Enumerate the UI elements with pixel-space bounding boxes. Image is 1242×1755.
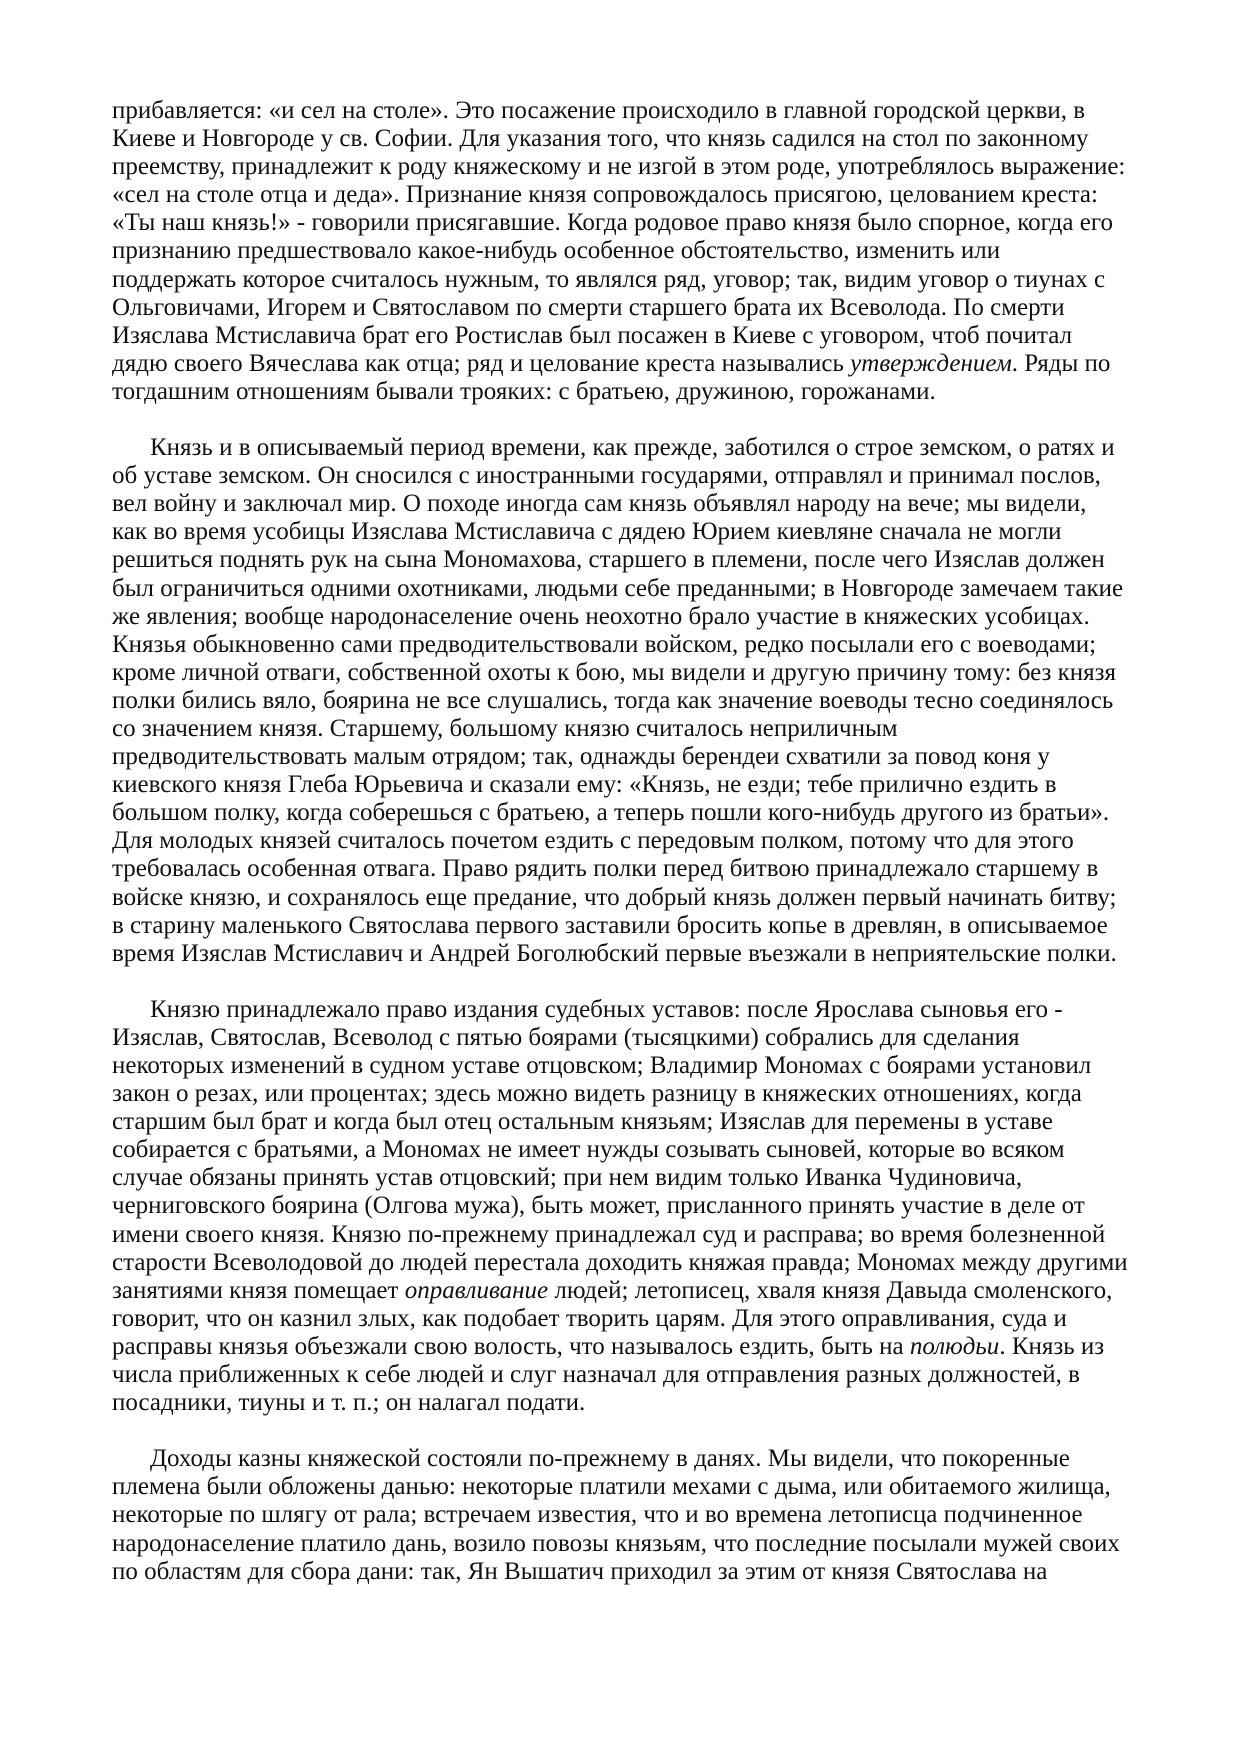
paragraph-4 (112, 1445, 1142, 1585)
text-line (112, 294, 1142, 322)
text-run: как во время усобицы Изяслава Мстиславича с дядею Юрием киевляне сначала не могли (112, 518, 1062, 546)
text-run: Ольговичами, Игорем и Святославом по смерти старшего брата их Всеволода. По смерти (112, 293, 1065, 321)
text-line (112, 1333, 1142, 1361)
text-run: требовалась особенная отвага. Право рядить полки перед битвою принадлежало старшему в (112, 855, 1099, 883)
text-run: Князь и в описываемый период времени, как прежде, заботился о строе земском, о ратях и (150, 434, 1115, 462)
text-run: преемству, принадлежит к роду княжескому и не изгой в этом роде, употреблялось выражение: (112, 153, 1126, 181)
text-line (112, 434, 1142, 462)
text-run: был ограничиться одними охотниками, людьми себе преданными; в Новгороде замечаем такие (112, 574, 1124, 602)
text-line (112, 603, 1142, 631)
text-run: Для молодых князей считалось почетом ездить с передовым полком, потому что для этого (112, 827, 1074, 855)
text-line (112, 1164, 1142, 1192)
text-line (112, 1530, 1142, 1558)
text-run: имени своего князя. Князю по-прежнему принадлежал суд и расправа; во время болезненной (112, 1220, 1106, 1248)
italic-term: полюдьи (909, 1332, 1000, 1360)
text-line (112, 631, 1142, 659)
text-line (112, 322, 1142, 350)
text-run: большом полку, когда соберешься с братьею, а теперь пошли кого-нибудь другого из братьи». (112, 799, 1110, 827)
text-line (112, 1558, 1142, 1586)
text-line (112, 1277, 1142, 1305)
text-run: полки бились вяло, боярина не все слушались, тогда как значение воеводы тесно соединялось (112, 686, 1114, 714)
text-run: народонаселение платило дань, возило повозы князьям, что последние посылали мужей своих (112, 1529, 1120, 1557)
text-run: вел войну и заключал мир. О походе иногда сам князь объявлял народу на вече; мы видели, (112, 490, 1087, 518)
text-run: некоторые по шлягу от рала; встречаем известия, что и во времена летописца подчиненное (112, 1501, 1083, 1529)
text-line (112, 1221, 1142, 1249)
text-run: поддержать которое считалось нужным, то являлся ряд, уговор; так, видим уговор о тиунах с (112, 265, 1106, 293)
text-line (112, 1501, 1142, 1529)
text-line (112, 266, 1142, 294)
text-run: закон о резах, или процентах; здесь можно видеть разницу в княжеских отношениях, когда (112, 1080, 1082, 1108)
text-line (112, 97, 1142, 125)
text-line (112, 715, 1142, 743)
text-run: Доходы казны княжеской состояли по-прежнему в данях. Мы видели, что покоренные (150, 1445, 1070, 1473)
text-line (112, 350, 1142, 378)
text-run: Князю принадлежало право издания судебных уставов: после Ярослава сыновья его - (150, 995, 1063, 1023)
text-run: черниговского боярина (Олгова мужа), быть может, присланного принять участие в деле от (112, 1192, 1085, 1220)
text-run: посадники, тиуны и т. п.; он налагал подати. (112, 1389, 586, 1417)
text-run: решиться поднять рук на сына Мономахова, старшего в племени, после чего Изяслав должен (112, 546, 1105, 574)
text-line (112, 181, 1142, 209)
text-run: случае обязаны принять устав отцовский; при нем видим только Иванка Чудиновича, (112, 1164, 1023, 1192)
text-line (112, 1136, 1142, 1164)
text-run: . Князь из (999, 1332, 1105, 1360)
text-line (112, 799, 1142, 827)
text-line (112, 490, 1142, 518)
text-run: старшим был брат и когда был отец остальным князьям; Изяслав для перемены в уставе (112, 1108, 1053, 1136)
text-line (112, 1052, 1142, 1080)
text-line (112, 1108, 1142, 1136)
text-line (112, 855, 1142, 883)
document-page (112, 97, 1142, 1614)
text-run: кроме личной отваги, собственной охоты к бою, мы видели и другую причину тому: без князя (112, 658, 1117, 686)
italic-term: оправливание (404, 1276, 549, 1304)
text-run: людей; летописец, хваля князя Давыда смоленского, (548, 1276, 1113, 1304)
text-run: об уставе земском. Он сносился с иностранными государями, отправлял и принимал послов, (112, 462, 1101, 490)
text-run: прибавляется: «и сел на столе». Это посажение происходило в главной городской церкви, в (112, 97, 1086, 124)
text-run: же явления; вообще народонаселение очень неохотно брало участие в княжеских усобицах. (112, 602, 1090, 630)
text-line (112, 659, 1142, 687)
text-run: занятиями князя помещает (112, 1276, 405, 1304)
paragraph-2 (112, 434, 1142, 968)
text-run: расправы князья объезжали свою волость, что называлось ездить, быть на (112, 1332, 910, 1360)
text-line (112, 125, 1142, 153)
text-line (112, 1305, 1142, 1333)
text-line (112, 575, 1142, 603)
text-line (112, 940, 1142, 968)
text-line (112, 687, 1142, 715)
text-run: войске князю, и сохранялось еще предание, что добрый князь должен первый начинать битву; (112, 883, 1117, 911)
text-line (112, 209, 1142, 237)
text-line (112, 1445, 1142, 1473)
text-run: «Ты наш князь!» - говорили присягавшие. Когда родовое право князя было спорное, когда его (112, 209, 1113, 237)
text-line (112, 827, 1142, 855)
text-run: Изяслава Мстиславича брат его Ростислав был посажен в Киеве с уговором, чтоб почитал (112, 321, 1073, 349)
text-run: Изяслав, Святослав, Всеволод с пятью боярами (тысяцкими) собрались для сделания (112, 1023, 1020, 1051)
text-run: «сел на столе отца и деда». Признание князя сопровождалось присягою, целованием креста: (112, 181, 1098, 209)
text-line (112, 996, 1142, 1024)
text-line (112, 153, 1142, 181)
text-run: признанию предшествовало какое-нибудь особенное обстоятельство, изменить или (112, 237, 1001, 265)
text-line (112, 462, 1142, 490)
text-line (112, 1024, 1142, 1052)
text-line (112, 1192, 1142, 1220)
text-run: предводительствовать малым отрядом; так, однажды берендеи схватили за повод коня у (112, 743, 1050, 771)
italic-term: утверждением (850, 349, 1012, 377)
text-line (112, 237, 1142, 265)
text-run: Киеве и Новгороде у св. Софии. Для указания того, что князь садился на стол по законному (112, 125, 1089, 153)
text-run: собирается с братьями, а Мономах не имеет нужды созывать сыновей, которые во всяком (112, 1136, 1065, 1164)
text-run: числа приближенных к себе людей и слуг назначал для отправления разных должностей, в (112, 1361, 1080, 1389)
text-line (112, 518, 1142, 546)
text-run: со значением князя. Старшему, большому князю считалось неприличным (112, 714, 898, 742)
text-run: старости Всеволодовой до людей перестала доходить княжая правда; Мономах между другими (112, 1248, 1128, 1276)
text-line (112, 1361, 1142, 1389)
text-line (112, 771, 1142, 799)
text-line (112, 1389, 1142, 1417)
text-run: говорит, что он казнил злых, как подобает творить царям. Для этого оправливания, суда и (112, 1304, 1067, 1332)
text-run: . Ряды по (1011, 349, 1111, 377)
text-run: время Изяслав Мстиславич и Андрей Боголюбский первые въезжали в неприятельские полки. (112, 939, 1117, 967)
text-line (112, 378, 1142, 406)
text-line (112, 912, 1142, 940)
text-run: дядю своего Вячеслава как отца; ряд и целование креста назывались (112, 349, 851, 377)
text-run: тогдашним отношениям бывали трояких: с братьею, дружиною, горожанами. (112, 377, 936, 405)
text-run: киевского князя Глеба Юрьевича и сказали ему: «Князь, не езди; тебе прилично ездить в (112, 771, 1057, 799)
text-run: Князья обыкновенно сами предводительствовали войском, редко посылали его с воеводами; (112, 630, 1097, 658)
text-line (112, 1249, 1142, 1277)
text-run: в старину маленького Святослава первого заставили бросить копье в древлян, в описываемое (112, 911, 1108, 939)
text-line (112, 1473, 1142, 1501)
paragraph-3 (112, 996, 1142, 1417)
text-run: племена были обложены данью: некоторые платили мехами с дыма, или обитаемого жилища, (112, 1473, 1111, 1501)
text-line (112, 1080, 1142, 1108)
text-line (112, 884, 1142, 912)
text-line (112, 743, 1142, 771)
text-run: по областям для сбора дани: так, Ян Вышатич приходил за этим от князя Святослава на (112, 1557, 1048, 1585)
text-run: некоторых изменений в судном уставе отцовском; Владимир Мономах с боярами установил (112, 1052, 1092, 1079)
text-line (112, 546, 1142, 574)
paragraph-1 (112, 97, 1142, 406)
